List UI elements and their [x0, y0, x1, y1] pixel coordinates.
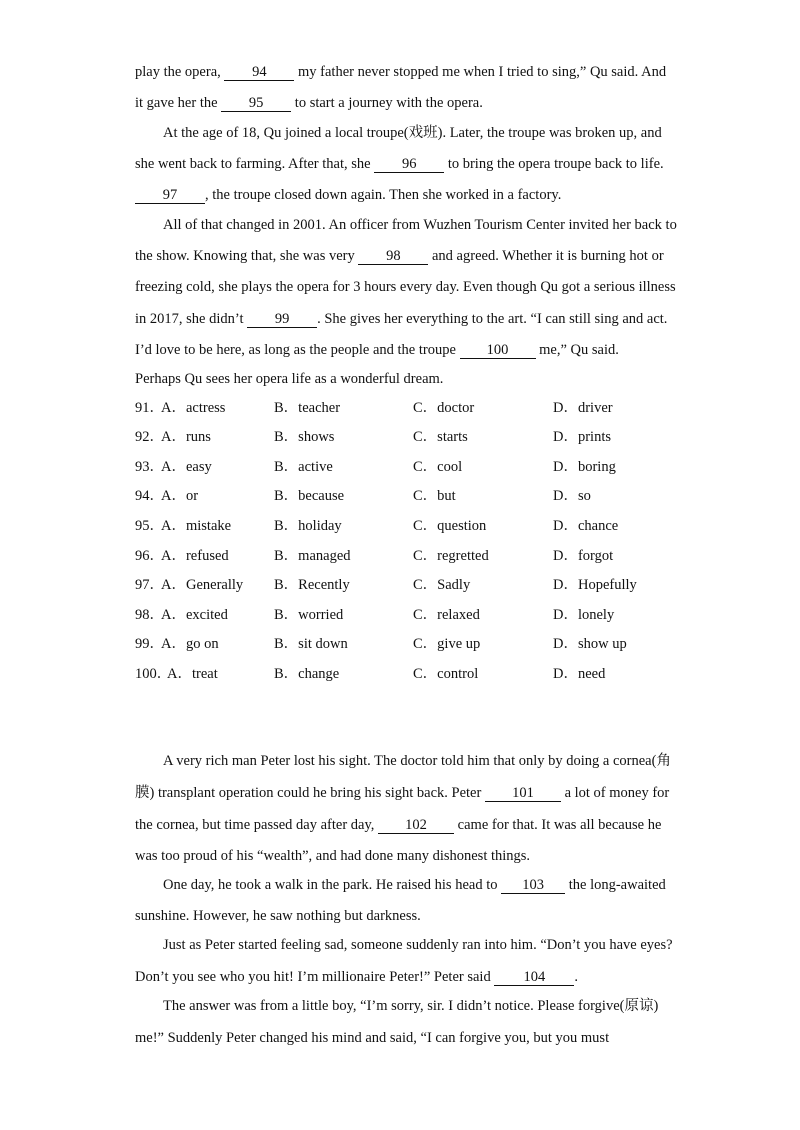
passage-line: All of that changed in 2001. An officer from Wuzhen Tourism Center invited her back to	[163, 217, 677, 233]
question-number: 99．	[135, 636, 164, 652]
passage-line: was too proud of his “wealth”, and had done many dishonest things.	[135, 848, 531, 864]
option-c[interactable]: C．regretted	[413, 548, 489, 564]
question-number: 98．	[135, 607, 164, 623]
question-row-92	[0, 428, 800, 446]
option-a[interactable]: A．mistake	[161, 518, 232, 534]
passage-line: freezing cold, she plays the opera for 3 hours every day. Even though Qu got a serious illness	[135, 279, 676, 295]
passage-line: One day, he took a walk in the park. He raised his head to 103 the long-awaited	[163, 877, 666, 893]
option-b[interactable]: B．holiday	[274, 518, 342, 534]
option-c[interactable]: C．starts	[413, 429, 468, 445]
option-a[interactable]: A．refused	[161, 548, 229, 564]
option-b[interactable]: B．sit down	[274, 636, 348, 652]
blank-95[interactable]: 95	[221, 95, 291, 112]
option-b[interactable]: B．managed	[274, 548, 351, 564]
option-d[interactable]: D．chance	[553, 518, 619, 534]
passage-line: Don’t you see who you hit! I’m millionaire Peter!” Peter said 104 .	[135, 969, 578, 985]
passage-line: I’d love to be here, as long as the people and the troupe 100 me,” Qu said.	[135, 342, 619, 358]
blank-100[interactable]: 100	[460, 342, 536, 359]
passage-line: it gave her the 95 to start a journey with the opera.	[135, 95, 483, 111]
question-number: 100．	[135, 666, 172, 682]
option-a[interactable]: A．Generally	[161, 577, 244, 593]
option-c[interactable]: C．but	[413, 488, 456, 504]
blank-99[interactable]: 99	[247, 311, 317, 328]
option-a[interactable]: A．treat	[167, 666, 218, 682]
option-d[interactable]: D．Hopefully	[553, 577, 637, 593]
question-number: 95．	[135, 518, 164, 534]
option-b[interactable]: B．change	[274, 666, 340, 682]
question-number: 91．	[135, 400, 164, 416]
option-d[interactable]: D．driver	[553, 400, 613, 416]
question-row-97	[0, 576, 800, 594]
passage-line: sunshine. However, he saw nothing but darkness.	[135, 908, 421, 924]
option-d[interactable]: D．show up	[553, 636, 627, 652]
option-c[interactable]: C．control	[413, 666, 479, 682]
option-b[interactable]: B．active	[274, 459, 333, 475]
question-number: 93．	[135, 459, 164, 475]
passage-line: At the age of 18, Qu joined a local troupe(戏班). Later, the troupe was broken up, and	[163, 125, 662, 141]
passage-line: A very rich man Peter lost his sight. The doctor told him that only by doing a cornea(角	[163, 753, 671, 769]
question-row-95	[0, 517, 800, 535]
blank-101[interactable]: 101	[485, 785, 561, 802]
passage-line: 97 , the troupe closed down again. Then she worked in a factory.	[135, 186, 561, 204]
option-a[interactable]: A．excited	[161, 607, 228, 623]
question-row-96	[0, 547, 800, 565]
option-c[interactable]: C．give up	[413, 636, 481, 652]
blank-94[interactable]: 94	[224, 64, 294, 81]
option-d[interactable]: D．lonely	[553, 607, 615, 623]
question-row-100	[0, 665, 800, 683]
option-a[interactable]: A．runs	[161, 429, 211, 445]
question-number: 96．	[135, 548, 164, 564]
passage-line: me!” Suddenly Peter changed his mind and said, “I can forgive you, but you must	[135, 1030, 610, 1046]
blank-103[interactable]: 103	[501, 877, 565, 894]
passage-line: in 2017, she didn’t 99 . She gives her everything to the art. “I can still sing and act.	[135, 311, 668, 327]
passage-line: she went back to farming. After that, she 96 to bring the opera troupe back to life.	[135, 156, 664, 172]
question-number: 97．	[135, 577, 164, 593]
option-d[interactable]: D．so	[553, 488, 591, 504]
question-row-99	[0, 635, 800, 653]
passage-line: the show. Knowing that, she was very 98 and agreed. Whether it is burning hot or	[135, 248, 664, 264]
option-a[interactable]: A．easy	[161, 459, 212, 475]
option-d[interactable]: D．prints	[553, 429, 611, 445]
option-d[interactable]: D．boring	[553, 459, 616, 475]
question-row-91	[0, 399, 800, 417]
blank-102[interactable]: 102	[378, 817, 454, 834]
passage-line: 膜) transplant operation could he bring his sight back. Peter 101 a lot of money for	[135, 785, 670, 801]
option-b[interactable]: B．because	[274, 488, 345, 504]
option-c[interactable]: C．question	[413, 518, 487, 534]
option-b[interactable]: B．worried	[274, 607, 344, 623]
option-a[interactable]: A．or	[161, 488, 199, 504]
option-b[interactable]: B．teacher	[274, 400, 341, 416]
option-d[interactable]: D．forgot	[553, 548, 614, 564]
option-b[interactable]: B．Recently	[274, 577, 350, 593]
blank-97[interactable]: 97	[135, 187, 205, 204]
question-number: 94．	[135, 488, 164, 504]
blank-98[interactable]: 98	[358, 248, 428, 265]
question-number: 92．	[135, 429, 164, 445]
question-row-93	[0, 458, 800, 476]
option-a[interactable]: A．actress	[161, 400, 226, 416]
option-c[interactable]: C．cool	[413, 459, 463, 475]
passage-line: The answer was from a little boy, “I’m sorry, sir. I didn’t notice. Please forgive(原谅)	[163, 998, 659, 1014]
option-c[interactable]: C．Sadly	[413, 577, 471, 593]
option-a[interactable]: A．go on	[161, 636, 219, 652]
blank-96[interactable]: 96	[374, 156, 444, 173]
option-c[interactable]: C．doctor	[413, 400, 475, 416]
option-c[interactable]: C．relaxed	[413, 607, 480, 623]
option-b[interactable]: B．shows	[274, 429, 335, 445]
passage-line: play the opera, 94 my father never stopped me when I tried to sing,” Qu said. And	[135, 64, 667, 80]
passage-line: Just as Peter started feeling sad, someone suddenly ran into him. “Don’t you have eyes?	[163, 937, 673, 953]
passage-line: Perhaps Qu sees her opera life as a wonderful dream.	[135, 371, 444, 387]
option-d[interactable]: D．need	[553, 666, 606, 682]
passage-line: the cornea, but time passed day after day, 102 came for that. It was all because he	[135, 817, 662, 833]
question-row-98	[0, 606, 800, 624]
question-row-94	[0, 487, 800, 505]
blank-104[interactable]: 104	[494, 969, 574, 986]
